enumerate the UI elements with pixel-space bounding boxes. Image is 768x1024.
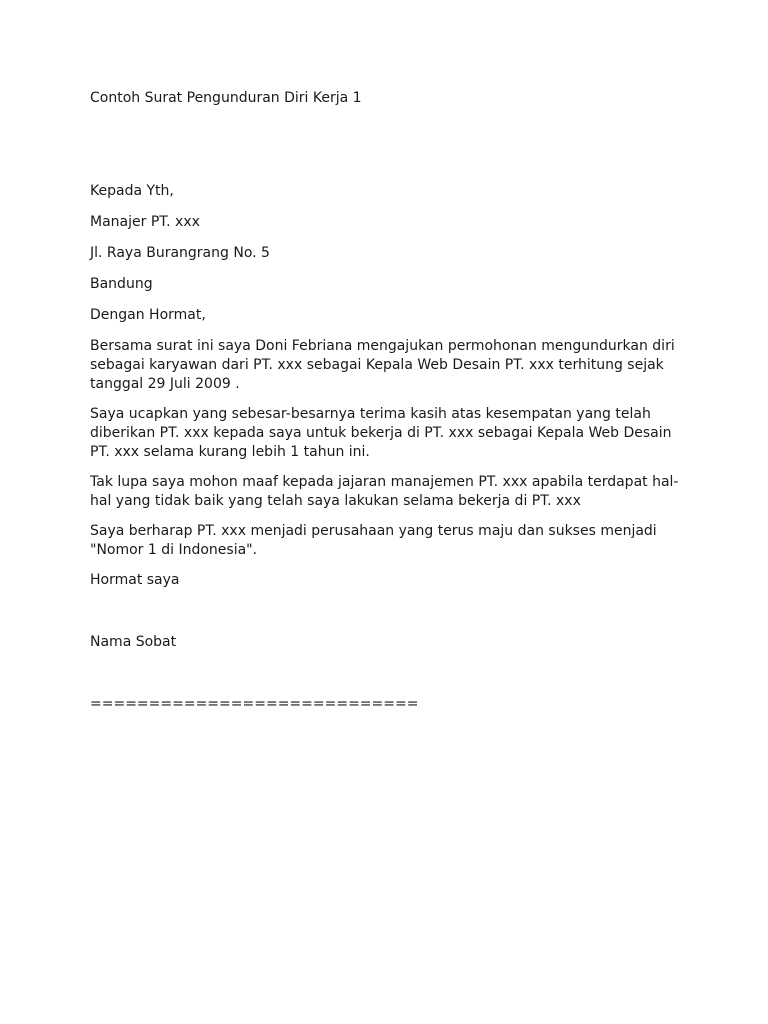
recipient-address: Jl. Raya Burangrang No. 5: [90, 245, 270, 261]
paragraph-line: Tak lupa saya mohon maaf kepada jajaran manajemen PT. xxx apabila terdapat hal-: [90, 474, 679, 490]
letter-greeting: Dengan Hormat,: [90, 307, 206, 323]
paragraph-line: diberikan PT. xxx kepada saya untuk bekerja di PT. xxx sebagai Kepala Web Desain: [90, 425, 672, 441]
paragraph-line: Saya ucapkan yang sebesar-besarnya terima kasih atas kesempatan yang telah: [90, 406, 651, 422]
signature-name: Nama Sobat: [90, 634, 177, 650]
body-paragraph: [90, 405, 690, 462]
recipient-city: Bandung: [90, 276, 153, 292]
recipient-salutation: Kepada Yth,: [90, 183, 174, 199]
paragraph-line: tanggal 29 Juli 2009 .: [90, 376, 240, 392]
paragraph-line: hal yang tidak baik yang telah saya lakukan selama bekerja di PT. xxx: [90, 493, 581, 509]
paragraph-line: Bersama surat ini saya Doni Febriana mengajukan permohonan mengundurkan diri: [90, 338, 675, 354]
body-paragraph: [90, 522, 690, 560]
paragraph-line: PT. xxx selama kurang lebih 1 tahun ini.: [90, 444, 370, 460]
body-paragraph: [90, 473, 690, 511]
paragraph-line: "Nomor 1 di Indonesia".: [90, 542, 258, 558]
letter-closing: Hormat saya: [90, 572, 180, 588]
paragraph-line: Saya berharap PT. xxx menjadi perusahaan yang terus maju dan sukses menjadi: [90, 523, 657, 539]
separator-line: ============================: [90, 696, 419, 712]
body-paragraph: [90, 337, 690, 394]
paragraph-line: sebagai karyawan dari PT. xxx sebagai Kepala Web Desain PT. xxx terhitung sejak: [90, 357, 664, 373]
document-title: Contoh Surat Pengunduran Diri Kerja 1: [90, 90, 362, 106]
recipient-position: Manajer PT. xxx: [90, 214, 200, 230]
